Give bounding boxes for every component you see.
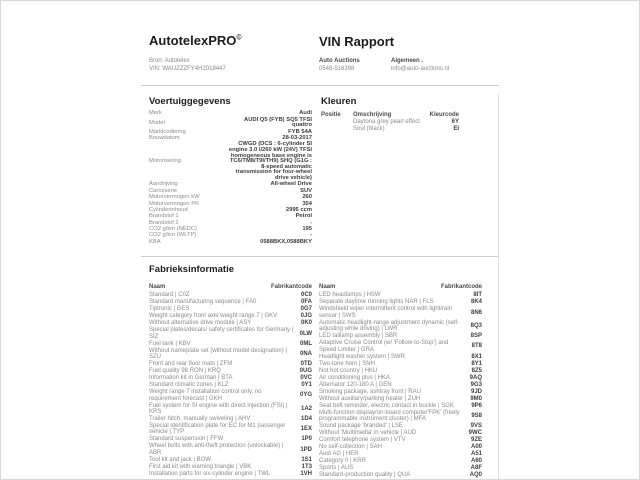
spec-value: FYB 54A (288, 128, 312, 135)
factory-item-code: 8X1 (471, 353, 482, 360)
factory-item-code: 0C0 (300, 292, 312, 299)
factory-item-code: 0NA (299, 350, 312, 357)
right-column-divider (498, 94, 499, 480)
section-title-factory: Fabrieksinformatie (149, 264, 234, 275)
table-row (149, 292, 312, 299)
table-row (149, 347, 312, 360)
factory-item-name: Without auxiliary/parking heater | ZUH (319, 395, 421, 402)
spec-value: Petrol (295, 213, 312, 220)
spec-label: Brandstof 2 (149, 219, 179, 226)
factory-item-name: Fuel tank | KBV (149, 340, 191, 347)
spec-label: KBA (149, 238, 161, 245)
section-title-colors: Kleuren (321, 96, 357, 107)
factory-header-row (149, 283, 312, 291)
table-row (319, 388, 482, 395)
factory-item-name: Audi AG | HER (319, 450, 359, 457)
factory-item-name: Information kit in German | BTA (149, 375, 233, 382)
colors-header-row (321, 111, 459, 119)
brand-logo (149, 33, 242, 48)
table-row (319, 353, 482, 360)
table-row (319, 333, 482, 340)
spec-value: 195 (302, 226, 312, 233)
factory-item-code: 1VH (300, 470, 312, 477)
factory-item-code: 8Z5 (471, 367, 482, 374)
company-name: Auto Auctions (319, 58, 360, 64)
factory-item-name: Weight category front axle weight range 7 | GKV (149, 313, 278, 320)
color-description: Daytona grey pearl effect (353, 119, 420, 125)
table-row (319, 395, 482, 402)
factory-item-name: Windshield wiper intermittent control with light/rain sensor | SWS (319, 306, 453, 319)
factory-item-name: LED headlamps | HSW (319, 292, 381, 299)
column-header-code: Fabrikantcode (270, 284, 312, 290)
factory-item-code: 9S8 (471, 412, 482, 419)
factory-item-name: Installation parts for six-cylinder engine | TWL (149, 470, 271, 477)
table-row (149, 375, 312, 382)
factory-item-name: Standard climatic zones | KLZ (149, 382, 229, 389)
factory-item-code: 8Y1 (471, 360, 482, 367)
factory-item-code: 1D4 (300, 415, 312, 422)
factory-item-name: No self-collection | SAH (319, 443, 382, 450)
factory-item-code: A8F (470, 464, 482, 471)
source-label: Bron: Autotelex (149, 58, 190, 64)
table-row (319, 367, 482, 374)
table-row (149, 117, 312, 129)
spec-label: Motorisering (149, 158, 181, 165)
factory-table-left (149, 283, 312, 477)
color-position (321, 126, 353, 133)
factory-item-name: Without 'Multimedia' in vehicle | AUD (319, 429, 417, 436)
factory-item-name: Separate daytime running lights NAR | FLS (319, 299, 434, 306)
factory-item-name: Multi-function display/on-board computer'FPK' (freely programmable instrument cluster) | MFA (319, 409, 460, 422)
factory-item-name: Smoking package, ashtray front | RAU (319, 388, 421, 395)
table-row (149, 340, 312, 347)
factory-item-name: Alternator 120-180 A | GEN (319, 381, 392, 388)
spec-value: 0588BKX,0588BKY (260, 238, 312, 245)
factory-item-code: 0G7 (300, 306, 312, 313)
table-row (319, 465, 482, 472)
factory-item-code: 1PD (300, 446, 312, 453)
factory-item-name: Special plates/decals/ safety certificates for Germany | SIZ (149, 327, 294, 340)
factory-item-name: Adaptive Cruise Control (w/ 'Follow-to-Stop') and Speed Limiter | GRA (319, 340, 449, 353)
factory-item-code: 9AQ (469, 374, 482, 381)
table-row (319, 451, 482, 458)
spec-value: CWGD (DCS : 6-cylinder SI engine 3.0 l/260 kW (24V) TFSI homogeneous base engine is TC6/TM8/T9I/TH9) SHQ (G1G : 8-speed automatic transmission for four-wheel drive vehicle) (228, 141, 312, 182)
spec-label: Motorvermogen kW (149, 194, 200, 201)
copyright-mark: © (236, 34, 242, 42)
factory-item-code: 0FA (300, 299, 312, 306)
table-row (149, 306, 312, 313)
brand-name: AutotelexPRO (149, 33, 237, 48)
contact-block (391, 57, 449, 73)
factory-item-code: 8Q3 (470, 322, 482, 329)
factory-item-name: First aid kit with warning triangle | VBK (149, 463, 252, 470)
vin-value: VIN: WAUZZZFY4H2018447 (149, 66, 226, 72)
factory-item-code: 1T3 (301, 463, 312, 470)
factory-item-name: Air conditioning plus | HKA (319, 374, 390, 381)
factory-right-rows (319, 292, 482, 479)
factory-item-code: 0K0 (300, 320, 312, 327)
table-row (319, 402, 482, 409)
spec-label: Model (149, 119, 165, 126)
factory-item-code: 8K4 (470, 299, 482, 306)
table-row (149, 368, 312, 375)
table-row (149, 382, 312, 389)
factory-item-name: Without nameplate set (without model designation) | SZU (149, 347, 287, 361)
report-source-block (149, 57, 226, 73)
table-row (149, 299, 312, 306)
factory-item-code: 0TD (300, 361, 312, 368)
table-row (319, 292, 482, 299)
company-block (319, 57, 360, 73)
factory-item-code: 0LW (299, 330, 312, 337)
factory-item-name: Seat belt reminder, electric contact in buckle | SGK (319, 402, 454, 409)
factory-item-code: 0JG (300, 313, 312, 320)
table-row (319, 306, 482, 319)
table-row (149, 402, 312, 415)
factory-item-code: A51 (470, 450, 482, 457)
spec-label: CO2 g/km (WLTP) (149, 232, 197, 239)
spec-label: Marktcodering (149, 128, 186, 135)
spec-value: AUDI Q5 (FYB) SQ5 TFSI quattro (244, 116, 312, 129)
table-row (149, 327, 312, 340)
spec-value: - (310, 232, 312, 239)
spec-value: 28-03-2017 (282, 135, 312, 142)
table-row (149, 361, 312, 368)
header-divider (141, 85, 499, 86)
table-row (149, 320, 312, 327)
factory-item-code: 9JD (470, 388, 482, 395)
table-row (319, 458, 482, 465)
factory-item-name: Not hot country | HKU (319, 367, 378, 374)
spec-label: Carosserie (149, 187, 178, 194)
company-phone: 0548-516398 (319, 66, 355, 72)
table-row (149, 313, 312, 320)
factory-item-code: 9VS (470, 422, 482, 429)
factory-item-code: 1A2 (300, 405, 312, 412)
factory-item-name: Category 0 | KRR (319, 457, 366, 464)
factory-item-name: Weight range 7 installation control only, no requirement forecast | GKH (149, 389, 262, 402)
contact-title: Algemeen . (391, 58, 424, 64)
factory-item-code: 9WC (468, 429, 482, 436)
factory-item-name: Sports | AUS (319, 464, 354, 471)
factory-left-rows (149, 292, 312, 477)
factory-item-name: Two-tone horn | SNH (319, 360, 375, 367)
section-divider (141, 256, 499, 257)
spec-label: Merk (149, 110, 162, 117)
factory-item-name: Front and rear floor mats | ZFM (149, 361, 233, 368)
table-row (319, 340, 482, 353)
spec-label: Aandrijving (149, 181, 178, 188)
table-row (319, 430, 482, 437)
color-position (321, 119, 353, 126)
factory-item-code: 0VC (300, 375, 312, 382)
column-header-name: Naam (149, 284, 166, 290)
contact-email: info@auto-auctions.nl (391, 66, 450, 72)
factory-item-name: Trailer hitch, manually swiveling | AHV (149, 415, 251, 422)
factory-item-code: 1EX (300, 426, 312, 433)
factory-item-code: 9G3 (470, 381, 482, 388)
color-code: EI (453, 126, 459, 132)
factory-item-code: 0UG (299, 368, 312, 375)
factory-item-code: 8N6 (470, 309, 482, 316)
column-header-colorcode: Kleurcode (429, 112, 459, 118)
factory-item-name: Wheel bolts with anti-theft protection (unlockable) | ABR (149, 443, 284, 456)
spec-value: 2995 ccm (285, 206, 312, 213)
factory-item-code: 9ZE (470, 436, 482, 443)
factory-item-code: 0Y1 (301, 382, 312, 389)
table-row (149, 456, 312, 463)
spec-value: - (310, 219, 312, 226)
factory-item-code: AQ0 (469, 471, 482, 478)
factory-item-code: 8SP (470, 333, 482, 340)
section-title-vehicle: Voertuiggegevens (149, 96, 231, 107)
spec-label: Bouwdatum (149, 135, 180, 142)
table-row (319, 409, 482, 422)
factory-header-row (319, 283, 482, 291)
table-row (149, 443, 312, 456)
color-code: 6Y (451, 119, 459, 125)
table-row (319, 381, 482, 388)
table-row (319, 437, 482, 444)
factory-item-name: Special identification plate for EC for M1 passenger vehicle | TYP (149, 422, 286, 436)
spec-label: Motorvermogen PK (149, 200, 199, 207)
factory-item-code: 9P6 (471, 402, 482, 409)
factory-item-name: Automatic headlight-range adjustment dynamic (self-adjusting while driving) | LWR (319, 319, 460, 333)
factory-item-name: Comfort telephone system | VTV (319, 436, 406, 443)
column-header-position: Positie (321, 112, 341, 118)
factory-item-code: 8IT (473, 292, 482, 299)
factory-item-code: 8T8 (471, 343, 482, 350)
factory-item-name: Standard | C0Z (149, 292, 190, 299)
table-row (149, 389, 312, 402)
factory-item-name: Standard manufacturing sequence | FA0 (149, 299, 257, 306)
spec-label: Brandstof 1 (149, 213, 179, 220)
table-row (321, 126, 459, 133)
factory-item-name: Headlight washer system | SWR (319, 353, 405, 360)
factory-item-code: A60 (470, 457, 482, 464)
colors-table (321, 111, 459, 133)
table-row (149, 416, 312, 423)
table-row (319, 374, 482, 381)
spec-label: Cylinderinhoud (149, 206, 188, 213)
factory-item-name: Tool kit and jack | BOW (149, 456, 211, 463)
table-row (319, 423, 482, 430)
factory-item-code: 0ML (300, 340, 312, 347)
factory-item-name: Fuel system for SI engine with direct injection (FSI) | KRS (149, 402, 288, 415)
table-row (319, 360, 482, 367)
factory-item-name: LED taillamp assembly | SBR (319, 333, 398, 340)
factory-item-name: Standard-production quality | QUA (319, 471, 411, 478)
factory-item-code: A00 (470, 443, 482, 450)
vehicle-spec-table (149, 111, 312, 246)
table-row (149, 142, 312, 182)
spec-label: CO2 g/km (NEDC) (149, 226, 197, 233)
table-row (149, 423, 312, 436)
color-description: Soul (black) (353, 126, 385, 132)
page-title: VIN Rapport (319, 34, 395, 49)
table-row (319, 319, 482, 332)
factory-item-code: 1S1 (301, 456, 312, 463)
table-row (319, 444, 482, 451)
spec-value: All-wheel Drive (270, 181, 312, 188)
table-row (149, 436, 312, 443)
factory-item-name: Standard suspension | FFW (149, 436, 224, 443)
spec-value: 354 (302, 200, 312, 207)
spec-value: SUV (300, 187, 312, 194)
column-header-description: Omschrijving (353, 112, 392, 118)
factory-table-right (319, 283, 482, 479)
factory-item-code: 1P0 (301, 436, 312, 443)
factory-item-name: Tiptronic | GES (149, 306, 190, 313)
factory-item-name: Without alternative drive module | ASY (149, 320, 252, 327)
spec-value: Audi (299, 110, 312, 117)
column-header-code: Fabrikantcode (440, 284, 482, 290)
table-row (319, 299, 482, 306)
spec-value: 260 (302, 194, 312, 201)
table-row (149, 470, 312, 477)
table-row (149, 463, 312, 470)
table-row (149, 239, 312, 245)
factory-item-name: Sound package 'branded' | LSE (319, 422, 403, 429)
table-row (319, 472, 482, 479)
factory-item-code: 0YG (299, 392, 312, 399)
colors-rows (321, 119, 459, 133)
factory-item-name: Fuel quality 98 RON | KRQ (149, 368, 221, 375)
column-header-name: Naam (319, 284, 336, 290)
factory-item-code: 9M0 (470, 395, 482, 402)
table-row (321, 119, 459, 126)
